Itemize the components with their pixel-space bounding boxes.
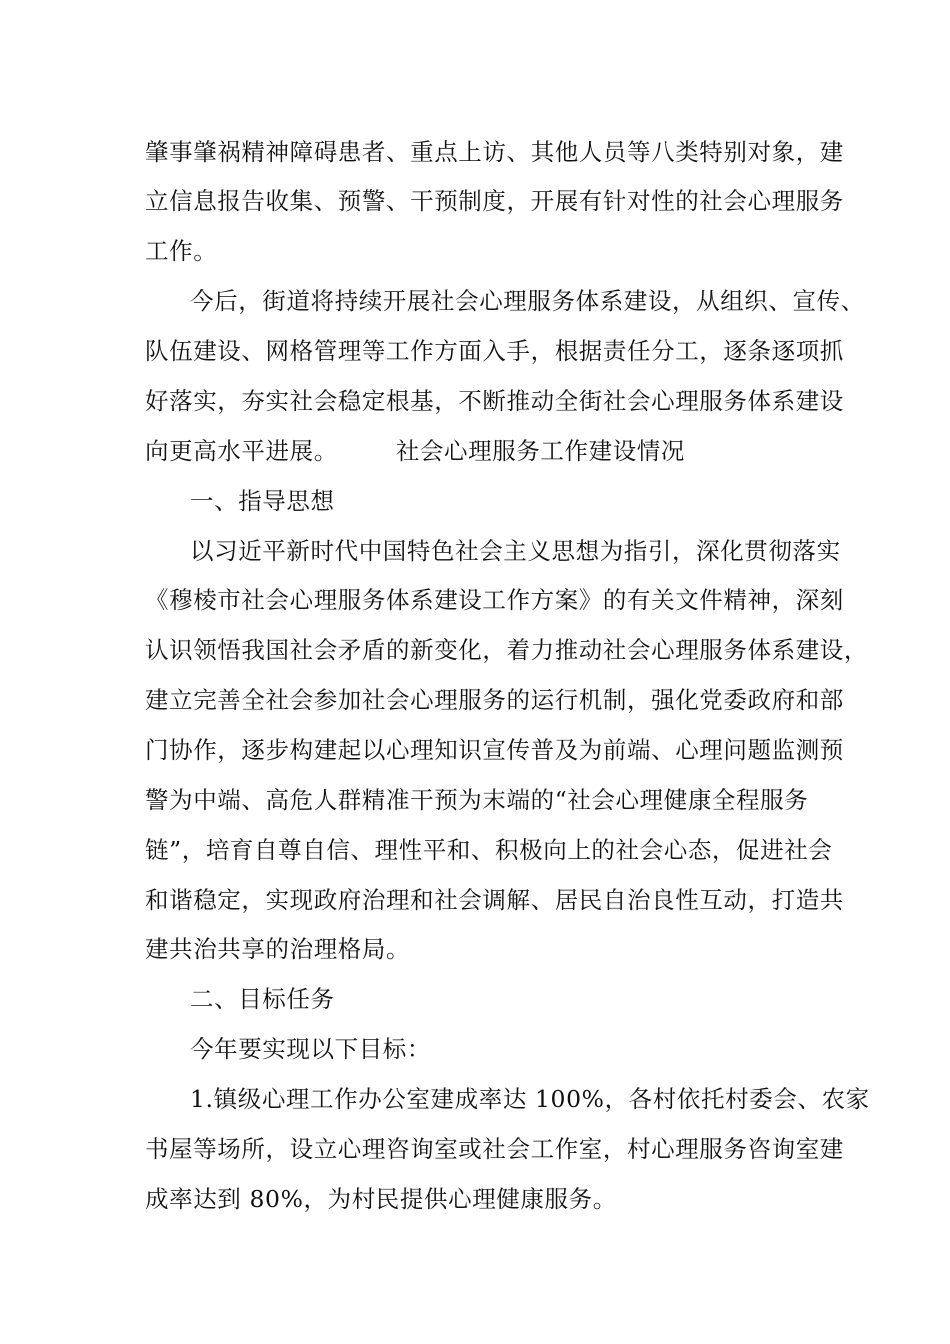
body-text-line: 工作。 bbox=[145, 237, 218, 265]
body-text: 向更高水平进展。 bbox=[145, 437, 338, 465]
body-text-line: 建立完善全社会参加社会心理服务的运行机制，强化党委政府和部 bbox=[145, 686, 844, 714]
body-text-line: 建共治共享的治理格局。 bbox=[145, 935, 411, 963]
paragraph-first-line: 以习近平新时代中国特色社会主义思想为指引，深化贯彻落实 bbox=[190, 537, 841, 565]
body-text-line: 和谐稳定，实现政府治理和社会调解、居民自治良性互动，打造共 bbox=[145, 886, 844, 914]
body-text-line: 链”，培育自尊自信、理性平和、积极向上的社会心态，促进社会 bbox=[145, 836, 833, 864]
body-text-line: 门协作，逐步构建起以心理知识宣传普及为前端、心理问题监测预 bbox=[145, 736, 844, 764]
heading-guiding-ideology: 一、指导思想 bbox=[190, 487, 335, 515]
body-text-line: 肇事肇祸精神障碍患者、重点上访、其他人员等八类特别对象，建 bbox=[145, 138, 844, 166]
body-text-line: 成率达到 80%，为村民提供心理健康服务。 bbox=[145, 1185, 617, 1213]
body-text-line: 立信息报告收集、预警、干预制度，开展有针对性的社会心理服务 bbox=[145, 187, 844, 215]
body-text-line: 警为中端、高危人群精准干预为末端的“社会心理健康全程服务 bbox=[145, 786, 809, 814]
list-item-first-line: 1.镇级心理工作办公室建成率达 100%，各村依托村委会、农家 bbox=[190, 1085, 870, 1113]
paragraph-first-line: 今年要实现以下目标： bbox=[190, 1035, 431, 1063]
paragraph-first-line: 今后，街道将持续开展社会心理服务体系建设，从组织、宣传、 bbox=[190, 287, 865, 315]
body-text-line: 《穆棱市社会心理服务体系建设工作方案》的有关文件精神，深刻 bbox=[145, 586, 844, 614]
body-text-line: 好落实，夯实社会稳定根基，不断推动全街社会心理服务体系建设 bbox=[145, 387, 844, 415]
body-text-line: 书屋等场所，设立心理咨询室或社会工作室，村心理服务咨询室建 bbox=[145, 1135, 844, 1163]
body-text-line: 队伍建设、网格管理等工作方面入手，根据责任分工，逐条逐项抓 bbox=[145, 337, 844, 365]
heading-goals-tasks: 二、目标任务 bbox=[190, 985, 335, 1013]
section-title: 社会心理服务工作建设情况 bbox=[395, 437, 686, 465]
body-text-line bbox=[145, 435, 685, 467]
body-text-line: 认识领悟我国社会矛盾的新变化，着力推动社会心理服务体系建设， bbox=[145, 636, 868, 664]
